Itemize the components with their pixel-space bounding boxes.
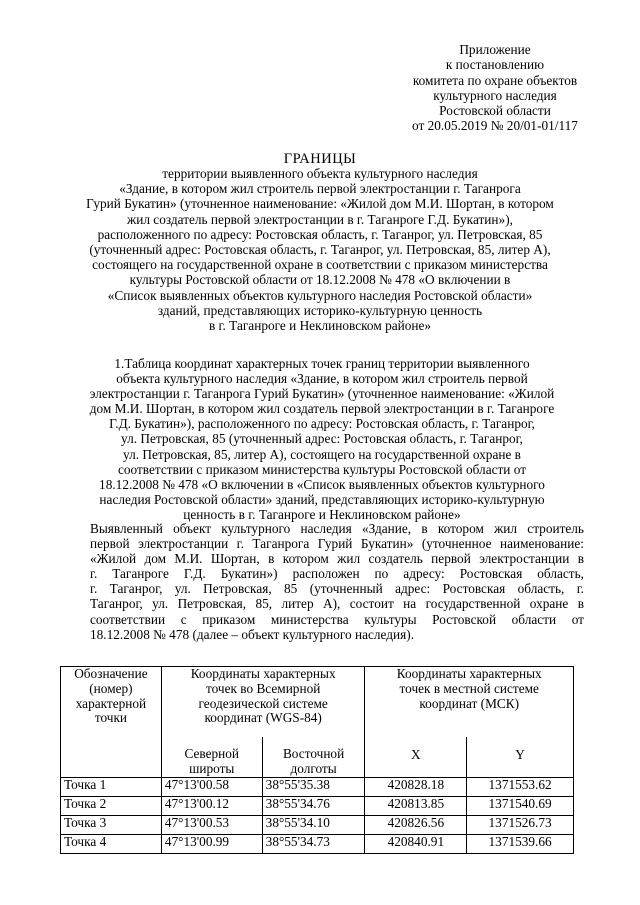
header-text: (номер) bbox=[89, 680, 133, 696]
section-line: ценность в г. Таганроге и Неклиновском районе» bbox=[183, 506, 461, 522]
heading-line: состоящего на государственной охране в соответствии с приказом министерства bbox=[92, 257, 548, 273]
paragraph-line: Таганрог, ул. Петровская, 85, литер А), состоит на государственной охране в bbox=[90, 596, 584, 612]
header-designation bbox=[61, 667, 162, 778]
page-title: ГРАНИЦЫ bbox=[283, 151, 357, 167]
cell-east: 38°55'34.76 bbox=[262, 797, 365, 816]
heading-line: расположенного по адресу: Ростовская область, г. Таганрог, ул. Петровская, 85 bbox=[97, 226, 543, 242]
header-wgs bbox=[161, 667, 365, 738]
header-text: широты bbox=[189, 761, 235, 777]
table-header-row bbox=[61, 667, 574, 738]
cell-x: 420813.85 bbox=[365, 797, 467, 816]
header-text: долготы bbox=[290, 761, 337, 777]
cell-east: 38°55'35.38 bbox=[262, 778, 365, 797]
appendix-line: от 20.05.2019 № 20/01-01/117 bbox=[412, 118, 578, 134]
header-text: геодезической системе bbox=[198, 695, 328, 711]
heading-line: зданий, представляющих историко-культурную ценность bbox=[157, 302, 483, 318]
heading-line: Гурий Букатин» (уточненное наименование: «Жилой дом М.И. Шортан, в котором bbox=[86, 196, 554, 212]
paragraph-line: г. Таганроге Г.Д. Букатин») расположен по адресу: Ростовская область, bbox=[90, 566, 584, 582]
appendix-note bbox=[390, 42, 600, 134]
cell-north: 47°13'00.12 bbox=[161, 797, 262, 816]
cell-x: 420828.18 bbox=[365, 778, 467, 797]
header-y: Y bbox=[467, 737, 574, 778]
header-east bbox=[262, 737, 365, 778]
cell-y: 1371540.69 bbox=[467, 797, 574, 816]
cell-x: 420840.91 bbox=[365, 835, 467, 854]
header-text: характерной bbox=[75, 695, 147, 711]
header-text: координат (WGS-84) bbox=[204, 710, 322, 726]
paragraph-line: соответствии с приказом министерства культуры Ростовской области от bbox=[90, 611, 584, 627]
cell-east: 38°55'34.10 bbox=[262, 816, 365, 835]
header-north bbox=[161, 737, 262, 778]
cell-y: 1371526.73 bbox=[467, 816, 574, 835]
heading-line: «Список выявленных объектов культурного наследия Ростовской области» bbox=[107, 287, 533, 303]
cell-point: Точка 4 bbox=[61, 835, 162, 854]
paragraph-line: Выявленный объект культурного наследия «Здание, в котором жил строитель bbox=[90, 521, 584, 536]
title-description bbox=[60, 166, 580, 333]
header-text: Северной bbox=[184, 746, 240, 762]
table-row bbox=[61, 797, 574, 816]
header-text: Координаты характерных bbox=[190, 666, 336, 681]
section-line: 18.12.2008 № 478 «О включении в «Список выявленных объектов культурного bbox=[99, 476, 545, 492]
appendix-line: к постановлению bbox=[445, 57, 545, 73]
cell-point: Точка 1 bbox=[61, 778, 162, 797]
cell-y: 1371539.66 bbox=[467, 835, 574, 854]
header-text: Восточной bbox=[282, 746, 345, 762]
section-line: наследия Ростовской области» зданий, представляющих историко-культурную bbox=[99, 491, 545, 507]
header-text: точек во Всемирной bbox=[205, 680, 321, 696]
table-row bbox=[61, 835, 574, 854]
appendix-line: культурного наследия bbox=[433, 87, 557, 103]
cell-east: 38°55'34.73 bbox=[262, 835, 365, 854]
cell-x: 420826.56 bbox=[365, 816, 467, 835]
cell-north: 47°13'00.99 bbox=[161, 835, 262, 854]
section-line: 1.Таблица координат характерных точек границ территории выявленного bbox=[114, 356, 530, 371]
header-text: точки bbox=[94, 710, 128, 726]
section-line: Г.Д. Букатин»), расположенного по адресу: Ростовская область, г. Таганрог, bbox=[109, 416, 535, 432]
heading-line: «Здание, в котором жил строитель первой электростанции г. Таганрога bbox=[119, 181, 521, 197]
section-line: соответствии с приказом министерства культуры Ростовской области от bbox=[117, 461, 527, 477]
body-paragraph bbox=[62, 521, 584, 642]
heading-line: в г. Таганроге и Неклиновском районе» bbox=[208, 318, 432, 334]
cell-point: Точка 2 bbox=[61, 797, 162, 816]
heading-line: территории выявленного объекта культурного наследия bbox=[162, 166, 478, 181]
heading-line: жил создатель первой электростанции в г. Таганроге Г.Д. Букатин»), bbox=[127, 211, 513, 227]
paragraph-line: «Жилой дом М.И. Шортан, в котором жил создатель первой электростанции в bbox=[90, 551, 584, 567]
section-heading bbox=[62, 356, 582, 522]
header-msk bbox=[365, 667, 574, 738]
header-x: X bbox=[365, 737, 467, 778]
header-text: Обозначение bbox=[74, 666, 148, 681]
cell-point: Точка 3 bbox=[61, 816, 162, 835]
cell-north: 47°13'00.58 bbox=[161, 778, 262, 797]
heading-line: (уточненный адрес: Ростовская область, г. Таганрог, ул. Петровская, 85, литер А), bbox=[89, 242, 551, 258]
header-text: Координаты характерных bbox=[396, 666, 542, 681]
heading-line: культуры Ростовской области от 18.12.2008 № 478 «О включении в bbox=[129, 272, 511, 288]
table-row bbox=[61, 816, 574, 835]
paragraph-line: первой электростанции г. Таганрога Гурий Букатин» (уточненное наименование: bbox=[90, 536, 584, 552]
paragraph-line: г. Таганрог, ул. Петровская, 85 (уточненный адрес: Ростовская область, г. bbox=[90, 581, 584, 597]
section-line: электростанции г. Таганрога Гурий Букатин» (уточненное наименование: «Жилой bbox=[89, 386, 555, 402]
section-line: ул. Петровская, 85 (уточненный адрес: Ростовская область, г. Таганрог, bbox=[121, 431, 523, 447]
cell-north: 47°13'00.53 bbox=[161, 816, 262, 835]
header-text: точек в местной системе bbox=[399, 680, 539, 696]
header-text: координат (МСК) bbox=[419, 695, 520, 711]
appendix-line: Ростовской области bbox=[439, 103, 551, 119]
section-line: дом М.И. Шортан, в котором жил создатель первой электростанции в г. Таганроге bbox=[89, 401, 555, 417]
paragraph-line: 18.12.2008 № 478 (далее – объект культурного наследия). bbox=[90, 626, 415, 642]
appendix-line: Приложение bbox=[459, 42, 531, 57]
table-row bbox=[61, 778, 574, 797]
section-line: ул. Петровская, 85, литер А), состоящего на государственной охране в bbox=[123, 446, 521, 462]
cell-y: 1371553.62 bbox=[467, 778, 574, 797]
coordinates-table bbox=[60, 666, 574, 854]
appendix-line: комитета по охране объектов bbox=[412, 72, 578, 88]
section-line: объекта культурного наследия «Здание, в котором жил строитель первой bbox=[116, 371, 528, 387]
